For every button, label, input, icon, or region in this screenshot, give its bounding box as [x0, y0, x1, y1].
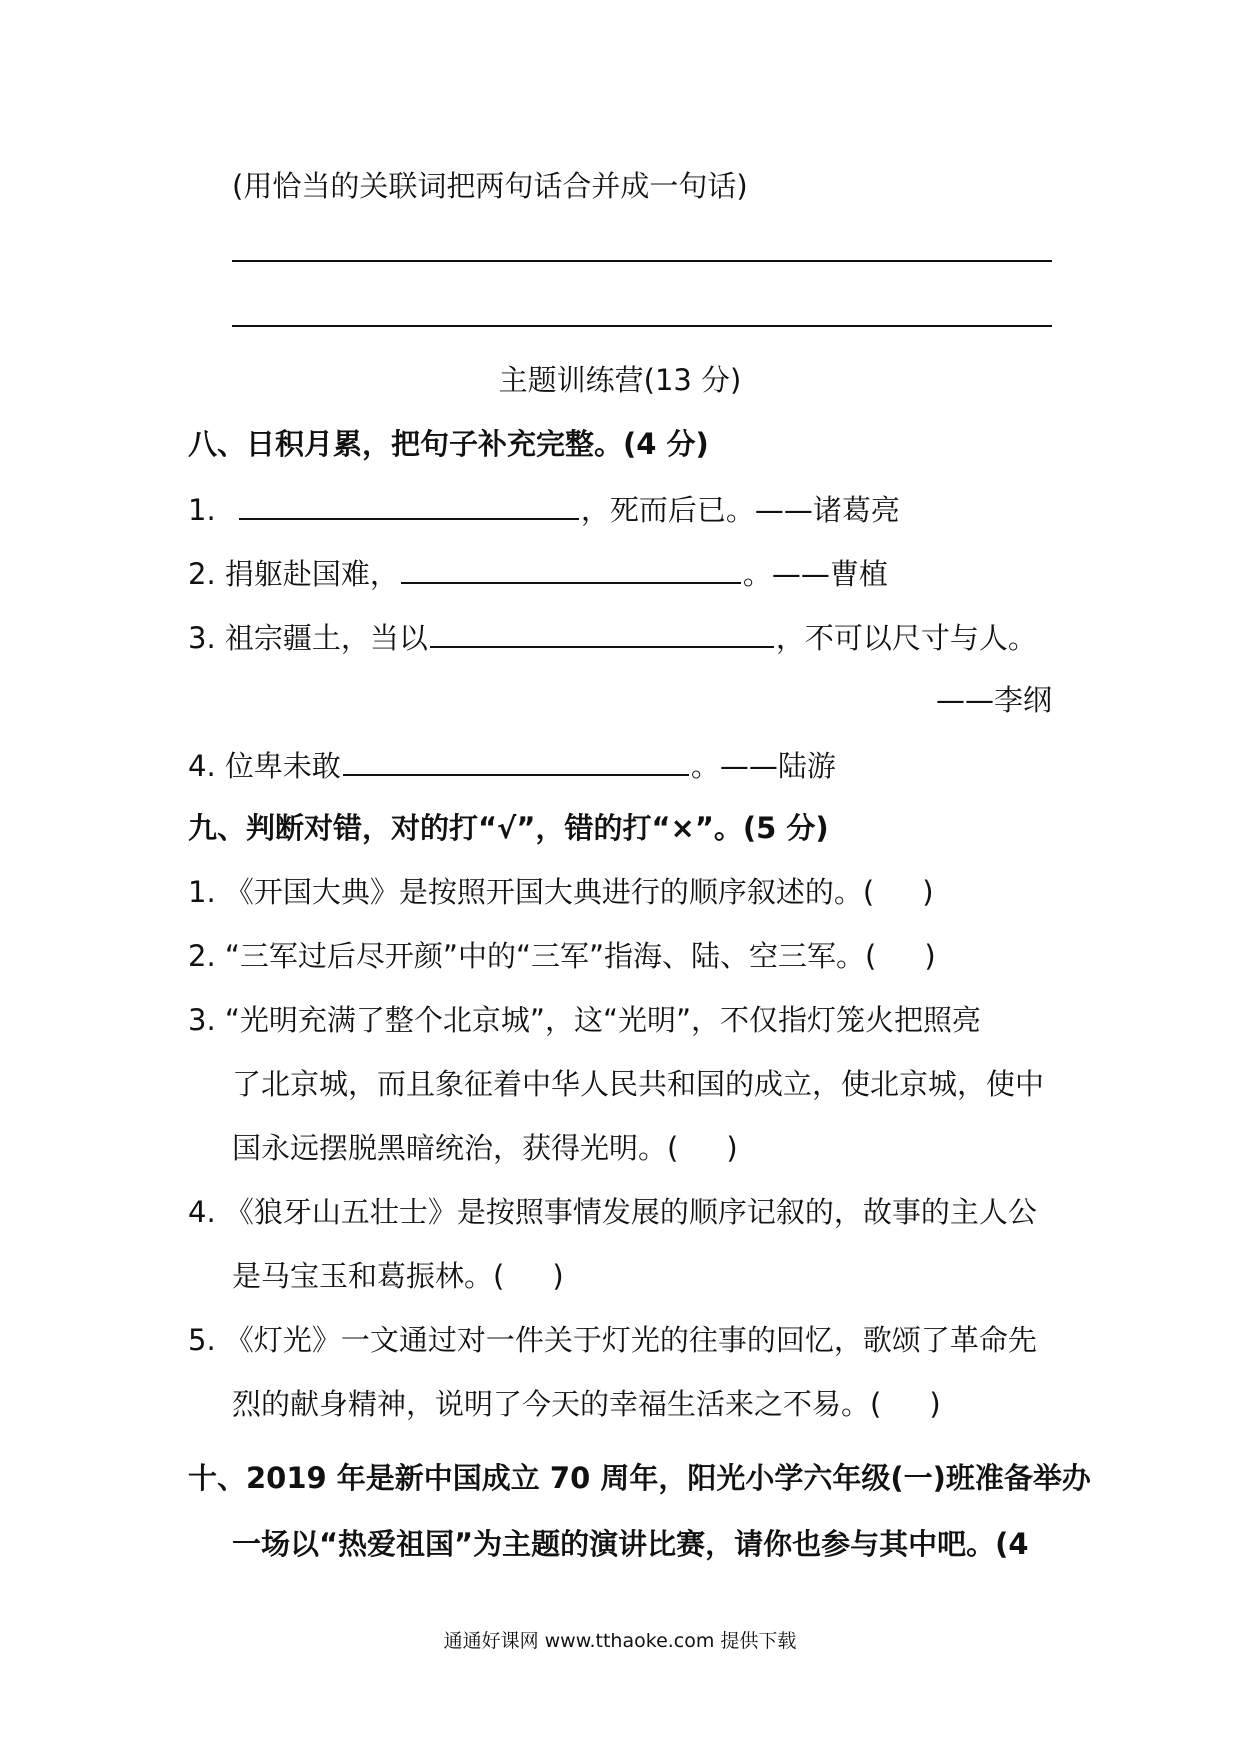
item-text: 。——曹植	[742, 557, 888, 591]
item-number: 3.	[188, 1003, 216, 1037]
item-text: “三军过后尽开颜”中的“三军”指海、陆、空三军。(	[224, 939, 877, 973]
item-text: 。——陆游	[690, 749, 836, 783]
instruction-text: (用恰当的关联词把两句话合并成一句话)	[232, 169, 748, 203]
answer-line[interactable]	[232, 260, 1052, 262]
item-text: ，死而后已。——诸葛亮	[580, 493, 900, 527]
fill-blank[interactable]	[401, 552, 741, 584]
item-text: 《狼牙山五壮士》是按照事情发展的顺序记叙的，故事的主人公	[224, 1195, 1037, 1229]
item-text: 《灯光》一文通过对一件关于灯光的往事的回忆，歌颂了革命先	[224, 1323, 1037, 1357]
q9-item-5	[188, 1320, 1037, 1360]
item-text: 烈的献身精神，说明了今天的幸福生活来之不易。(	[232, 1387, 882, 1421]
item-number: 1.	[188, 493, 216, 527]
q9-item-3-line3	[232, 1128, 738, 1168]
q9-item-1	[188, 872, 934, 912]
item-text: 捐躯赴国难，	[224, 557, 399, 591]
q9-heading: 九、判断对错，对的打“√”，错的打“×”。(5 分)	[188, 811, 829, 845]
q9-item-4	[188, 1192, 1037, 1232]
q8-item-3	[188, 616, 1037, 658]
q10-heading-line2: 一场以“热爱祖国”为主题的演讲比赛，请你也参与其中吧。(4	[232, 1527, 1029, 1561]
q8-heading: 八、日积月累，把句子补充完整。(4 分)	[188, 427, 709, 461]
item-number: 1.	[188, 875, 216, 909]
paren-close: )	[552, 1259, 564, 1293]
q9-item-3-line2: 了北京城，而且象征着中华人民共和国的成立，使北京城，使中	[232, 1067, 1045, 1101]
fill-blank[interactable]	[343, 744, 689, 776]
item-text: 《开国大典》是按照开国大典进行的顺序叙述的。(	[224, 875, 875, 909]
item-text: 位卑未敢	[224, 749, 341, 783]
item-text: ，不可以尺寸与人。	[775, 621, 1037, 655]
item-text: “光明充满了整个北京城”，这“光明”，不仅指灯笼火把照亮	[224, 1003, 981, 1037]
q9-item-4-line2	[232, 1256, 564, 1296]
item-text: 是马宝玉和葛振林。(	[232, 1259, 505, 1293]
q8-item-2	[188, 552, 888, 594]
q9-item-5-line2	[232, 1384, 941, 1424]
section-title: 主题训练营(13 分)	[498, 363, 742, 397]
q9-item-3	[188, 1000, 981, 1040]
q9-item-2	[188, 936, 936, 976]
item-number: 5.	[188, 1323, 216, 1357]
item-text: 国永远摆脱黑暗统治，获得光明。(	[232, 1131, 679, 1165]
fill-blank[interactable]	[239, 488, 579, 520]
q8-item-3-author: ——李纲	[935, 683, 1052, 717]
item-number: 3.	[188, 621, 216, 655]
item-number: 2.	[188, 939, 216, 973]
item-text: 祖宗疆土，当以	[224, 621, 428, 655]
answer-line[interactable]	[232, 325, 1052, 327]
paren-close: )	[726, 1131, 738, 1165]
paren-close: )	[924, 939, 936, 973]
fill-blank[interactable]	[430, 616, 774, 648]
page-footer: 通通好课网 www.tthaoke.com 提供下载	[443, 1630, 797, 1652]
item-number: 4.	[188, 749, 216, 783]
q10-heading-line1: 十、2019 年是新中国成立 70 周年，阳光小学六年级(一)班准备举办	[188, 1461, 1091, 1495]
item-number: 4.	[188, 1195, 216, 1229]
q8-item-1	[188, 488, 900, 530]
item-number: 2.	[188, 557, 216, 591]
paren-close: )	[929, 1387, 941, 1421]
q8-item-4	[188, 744, 836, 786]
paren-close: )	[922, 875, 934, 909]
